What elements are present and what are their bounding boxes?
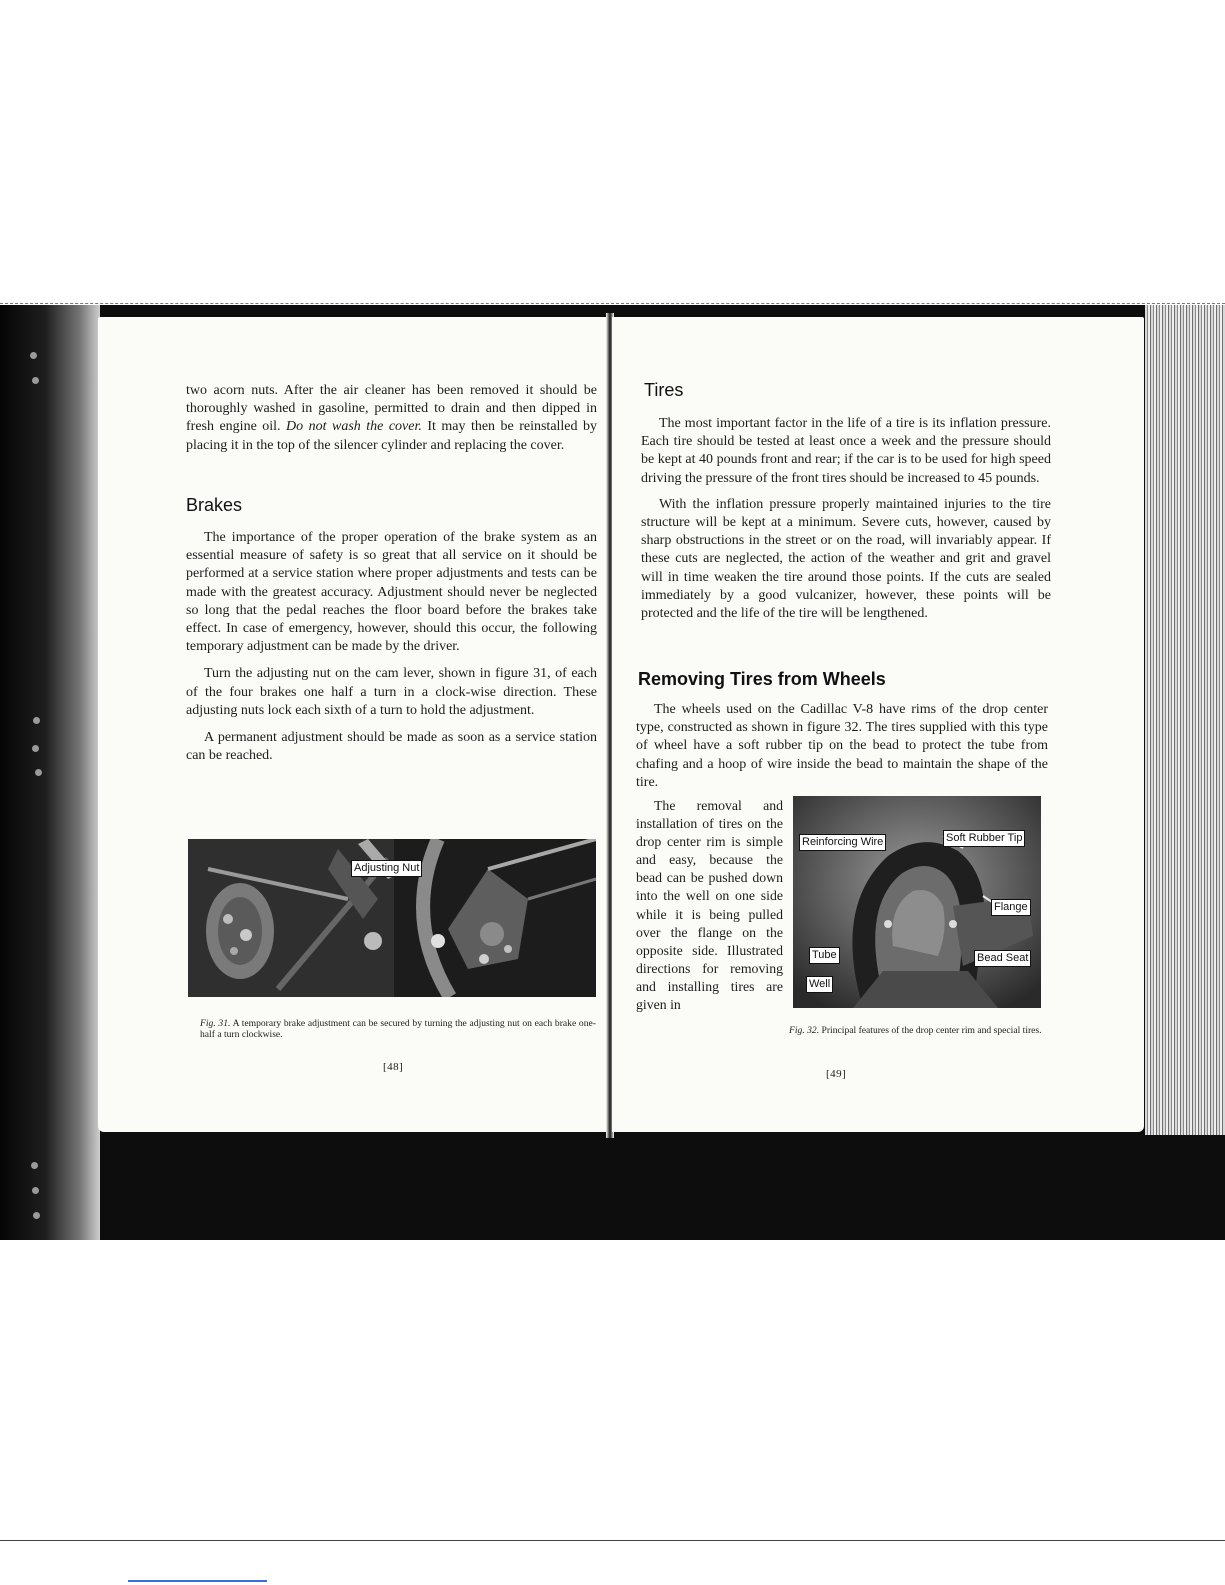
label-well: Well <box>806 976 833 993</box>
page-number-left: [48] <box>383 1061 404 1073</box>
intro-emphasis: Do not wash the cover. <box>286 419 422 435</box>
scanner-dot <box>30 352 37 359</box>
scanner-dot <box>32 1187 39 1194</box>
page-number-right: [49] <box>826 1068 847 1080</box>
label-flange: Flange <box>991 899 1031 916</box>
scanner-dot <box>33 717 40 724</box>
brakes-heading: Brakes <box>186 495 243 515</box>
scan-top-dashed-line <box>0 303 1225 304</box>
status-bar-link-underline <box>128 1580 267 1582</box>
figure-31-photo <box>188 839 596 997</box>
label-bead-seat: Bead Seat <box>974 950 1031 967</box>
tires-paragraph-2: With the inflation pressure properly maintained injuries to the tire structure will be kept at a minimum. Severe cuts, however, caused by sharp obstructions in the street or on the road, will invariably appear. If these cuts are neglected, the action of the weather and grit and gravel will in time weaken the tire around those points. If the cuts are sealed immediately by a good vulcanizer, however, these points will be protected and the life of the tire will be lengthened. <box>641 496 1051 622</box>
brakes-paragraph-1: The importance of the proper operation of the brake system as an essential measure of safety is so great that all service on it should be performed at a service station where proper adjustments and tests can be made with the greatest accuracy. Adjustment should never be neglected so long that the pedal reaches the floor board before the brakes take effect. In case of emergency, however, should this occur, the following temporary adjustment can be made by the driver. <box>186 530 597 655</box>
label-soft-rubber-tip: Soft Rubber Tip <box>943 830 1025 847</box>
figure-31-caption-prefix: Fig. 31. <box>200 1018 231 1029</box>
label-adjusting-nut: Adjusting Nut <box>351 860 422 877</box>
removing-paragraph-2-wrap <box>636 797 783 1014</box>
scanner-dot <box>32 745 39 752</box>
figure-32-photo <box>793 796 1041 1008</box>
figure-32-caption-text: Principal features of the drop center rim and special tires. <box>821 1025 1042 1036</box>
scanner-dot <box>32 377 39 384</box>
brakes-paragraph-2: Turn the adjusting nut on the cam lever, shown in figure 31, of each of the four brakes one half a turn in a clock-wise direction. These adjusting nuts lock each sixth of a turn to hold the adjustment. <box>186 666 597 718</box>
tires-section <box>641 415 1051 623</box>
figure-32-caption <box>789 1025 1044 1036</box>
book-right-page-edges <box>1145 305 1225 1135</box>
scanner-dot <box>31 1162 38 1169</box>
brakes-section <box>186 529 597 765</box>
scanner-dot <box>35 769 42 776</box>
tires-paragraph-1: The most important factor in the life of a tire is its inflation pressure. Each tire should be tested at least once a week and the pressure should be kept at 40 pounds front and rear; if the car is to be used for high speed driving the pressure of the front tires should be increased to 45 pounds. <box>641 416 1051 486</box>
book-spread <box>0 305 1225 1240</box>
figure-31-caption-text: A temporary brake adjustment can be secured by turning the adjusting nut on each brake one-half a turn clockwise. <box>200 1018 596 1040</box>
removing-tires-heading: Removing Tires from Wheels <box>638 669 886 689</box>
intro-paragraph <box>186 382 597 455</box>
label-reinforcing-wire: Reinforcing Wire <box>799 834 886 851</box>
figure-31-caption <box>200 1018 596 1040</box>
intro-end-text: It may then be reinstalled by placing it in the top of the silencer cylinder and replacing the cover. <box>186 419 598 453</box>
figure-32-caption-prefix: Fig. 32. <box>789 1025 820 1036</box>
left-page <box>98 317 610 1132</box>
removing-paragraph-1-wrap <box>636 701 1048 792</box>
scan-bottom-line <box>0 1540 1225 1541</box>
scanner-dot <box>33 1212 40 1219</box>
removing-paragraph-1: The wheels used on the Cadillac V-8 have rims of the drop center type, constructed as shown in figure 32. The tires supplied with this type of wheel have a soft rubber tip on the bead to protect the tube from chafing and a hoop of wire inside the bead to maintain the shape of the tire. <box>636 702 1048 790</box>
tires-heading: Tires <box>644 380 684 400</box>
brakes-paragraph-3: A permanent adjustment should be made as soon as a service station can be reached. <box>186 730 597 764</box>
book-left-edge <box>0 305 100 1240</box>
label-tube: Tube <box>809 947 840 964</box>
removing-paragraph-2: The removal and installation of tires on the drop center rim is simple and easy, because the bead can be pushed down into the well on one side while it is being pulled over the flange on the opposite side. Illustrated directions for removing and installing tires are given in <box>636 798 783 1013</box>
right-page <box>612 317 1144 1132</box>
intro-text: two acorn nuts. After the air cleaner has been removed it should be thoroughly washed in gasoline, permitted to drain and then dipped in fresh engine oil. <box>186 383 597 435</box>
